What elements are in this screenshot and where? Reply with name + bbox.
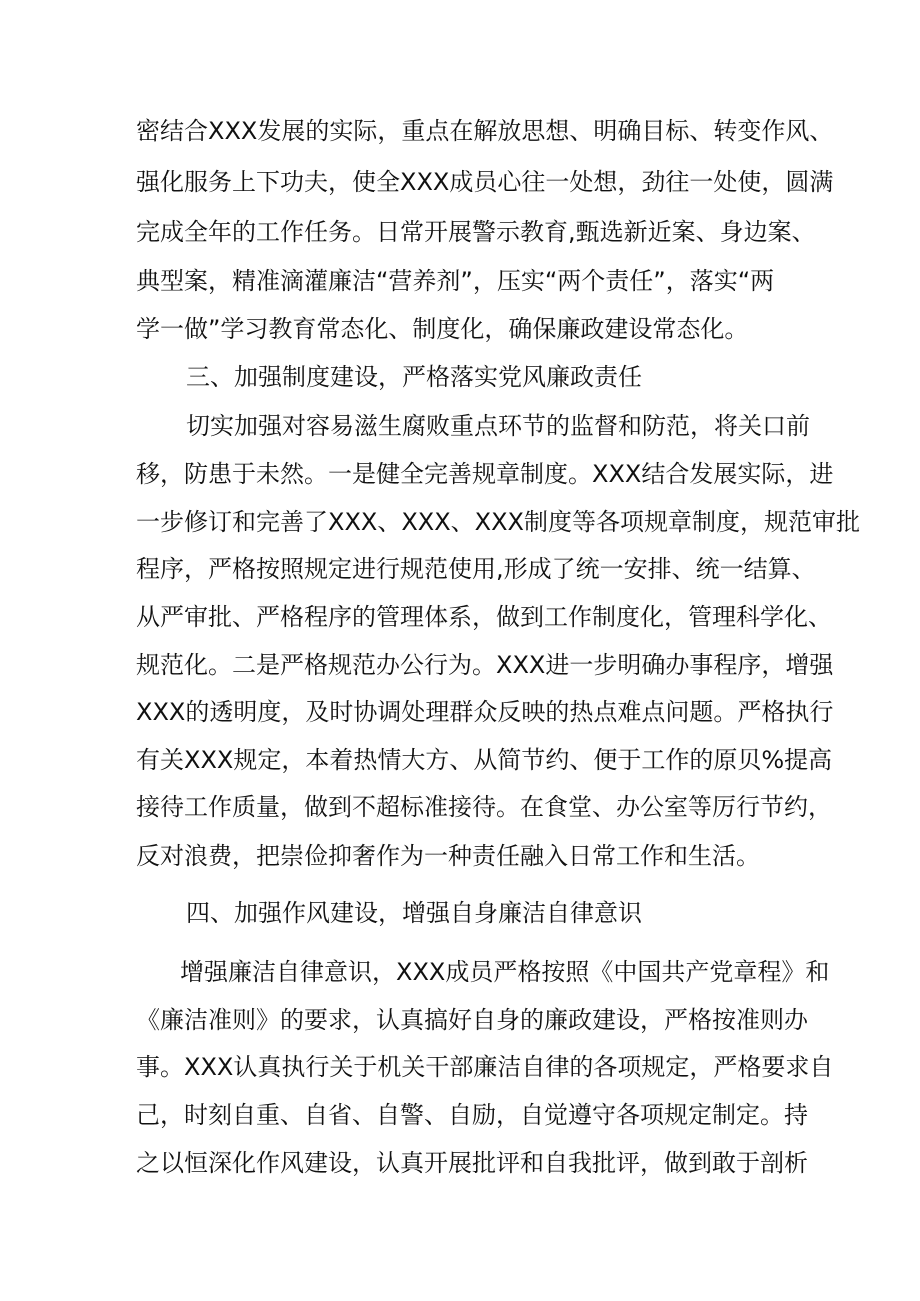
body-text-line: 典型案，精准滴灌廉洁“营养剂”，压实“两个责任”，落实“两 bbox=[136, 267, 775, 295]
body-text-line: 完成全年的工作任务。日常开展警示教育,甄选新近案、身边案、 bbox=[136, 218, 816, 246]
body-text-line: 《廉洁准则》的要求，认真搞好自身的廉政建设，严格按准则办 bbox=[136, 1006, 808, 1034]
body-text-line: 学一做”学习教育常态化、制度化，确保廉政建设常态化。 bbox=[136, 315, 749, 343]
body-text-line: 接待工作质量，做到不超标准接待。在食堂、办公室等厉行节约， bbox=[136, 793, 832, 821]
section-heading-3: 三、加强制度建设，严格落实党风廉政责任 bbox=[186, 363, 642, 391]
body-text-line: 反对浪费，把崇俭抑奢作为一种责任融入日常工作和生活。 bbox=[136, 842, 760, 870]
body-text-line: 有关XXX规定，本着热情大方、从简节约、便于工作的原贝%提高 bbox=[136, 746, 833, 774]
body-text-line: 一步修订和完善了XXX、XXX、XXX制度等各项规章制度，规范审批 bbox=[136, 508, 860, 536]
section-heading-4: 四、加强作风建设，增强自身廉洁自律意识 bbox=[186, 899, 642, 927]
body-text-line: 增强廉洁自律意识，XXX成员严格按照《中国共产党章程》和 bbox=[180, 958, 830, 986]
body-text-line: XXX的透明度，及时协调处理群众反映的热点难点问题。严格执行 bbox=[136, 698, 834, 726]
body-text-line: 强化服务上下功夫，使全XXX成员心往一处想，劲往一处使，圆满 bbox=[136, 168, 834, 196]
body-text-line: 己，时刻自重、自省、自警、自励，自觉遵守各项规定制定。持 bbox=[136, 1101, 808, 1129]
body-text-line: 事。XXX认真执行关于机关干部廉洁自律的各项规定，严格要求自 bbox=[136, 1053, 834, 1081]
body-text-line: 规范化。二是严格规范办公行为。XXX进一步明确办事程序，增强 bbox=[136, 651, 834, 679]
body-text-line: 密结合XXX发展的实际，重点在解放思想、明确目标、转变作风、 bbox=[136, 117, 834, 145]
body-text-line: 之以恒深化作风建设，认真开展批评和自我批评，做到敢于剖析 bbox=[136, 1149, 808, 1177]
body-text-line: 切实加强对容易滋生腐败重点环节的监督和防范，将关口前 bbox=[186, 412, 810, 440]
body-text-line: 从严审批、严格程序的管理体系，做到工作制度化，管理科学化、 bbox=[136, 603, 832, 631]
body-text-line: 程序，严格按照规定进行规范使用,形成了统一安排、统一结算、 bbox=[136, 555, 816, 583]
body-text-line: 移，防患于未然。一是健全完善规章制度。XXX结合发展实际，进 bbox=[136, 460, 834, 488]
